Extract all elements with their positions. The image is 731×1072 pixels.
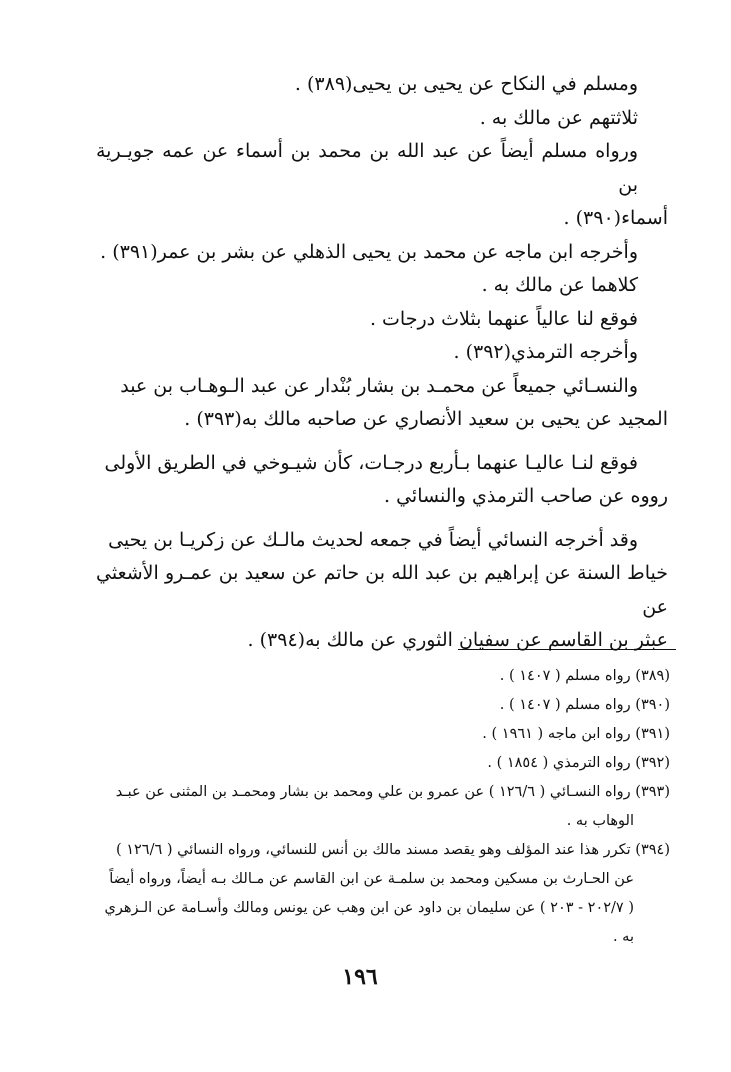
footnotes bbox=[100, 662, 670, 952]
footnote-line: (٣٩١) رواه ابن ماجه ( ١٩٦١ ) . bbox=[482, 726, 670, 742]
text-line: فوقع لنـا عاليـا عنهما بـأربع درجـات، كأن شيـوخي في الطريق الأولى bbox=[104, 451, 638, 474]
footnote-separator bbox=[458, 649, 676, 650]
footnote-line: عن الحـارث بن مسكين ومحمد بن سلمـة عن ابن القاسم عن مـالك بـه أيضاً، ورواه أيضاً bbox=[109, 871, 634, 887]
text-line: المجيد عن يحيى بن سعيد الأنصاري عن صاحبه مالك به(٣٩٣) . bbox=[184, 408, 668, 430]
footnote-line: (٣٩٣) رواه النسـائي ( ١٢٦/٦ ) عن عمرو بن علي ومحمد بن بشار ومحمـد بن المثنى عن عبـد bbox=[115, 784, 670, 800]
text-line: وقد أخرجه النسائي أيضاً في جمعه لحديث مالـك عن زكريـا بن يحيى bbox=[108, 528, 638, 551]
text-line: وأخرجه الترمذي(٣٩٢) . bbox=[453, 341, 638, 363]
page-number: ١٩٦ bbox=[342, 964, 378, 990]
footnote-line: (٣٩٢) رواه الترمذي ( ١٨٥٤ ) . bbox=[487, 755, 670, 771]
text-line: وأخرجه ابن ماجه عن محمد بن يحيى الذهلي عن بشر بن عمر(٣٩١) . bbox=[100, 240, 638, 263]
text-line: والنسـائي جميعاً عن محمـد بن بشار بُنْدار عن عبد الـوهـاب بن عبد bbox=[120, 374, 638, 397]
text-line: كلاهما عن مالك به . bbox=[481, 274, 638, 296]
main-text bbox=[96, 68, 668, 658]
text-line: ومسلم في النكاح عن يحيى بن يحيى(٣٨٩) . bbox=[294, 73, 638, 95]
text-line: خياط السنة عن إبراهيم بن عبد الله بن حاتم عن سعيد بن عمـرو الأشعثي عن bbox=[96, 562, 668, 618]
footnote-line: (٣٨٩) رواه مسلم ( ١٤٠٧ ) . bbox=[499, 668, 670, 684]
text-line: أسماء(٣٩٠) . bbox=[563, 207, 668, 229]
footnote-line: (٣٩٤) تكرر هذا عند المؤلف وهو يقصد مسند مالك بن أنس للنسائي، ورواه النسائي ( ١٢٦/٦ ) bbox=[115, 842, 670, 858]
text-line: فوقع لنا عالياً عنهما بثلاث درجات . bbox=[369, 307, 638, 330]
footnote-line: ( ٢٠٢/٧ - ٢٠٣ ) عن سليمان بن داود عن ابن وهب عن يونس ومالك وأسـامة عن الـزهري bbox=[104, 900, 634, 916]
text-line: عبثر بن القاسم عن سفيان الثوري عن مالك به(٣٩٤) . bbox=[247, 629, 668, 651]
text-line: رووه عن صاحب الترمذي والنسائي . bbox=[384, 485, 668, 507]
text-line: ورواه مسلم أيضاً عن عبد الله بن محمد بن أسماء عن عمه جويـرية بن bbox=[96, 140, 638, 196]
footnote-line: (٣٩٠) رواه مسلم ( ١٤٠٧ ) . bbox=[499, 697, 670, 713]
text-line: ثلاثتهم عن مالك به . bbox=[479, 106, 638, 129]
footnote-line: به . bbox=[612, 929, 634, 945]
footnote-line: الوهاب به . bbox=[566, 813, 634, 829]
